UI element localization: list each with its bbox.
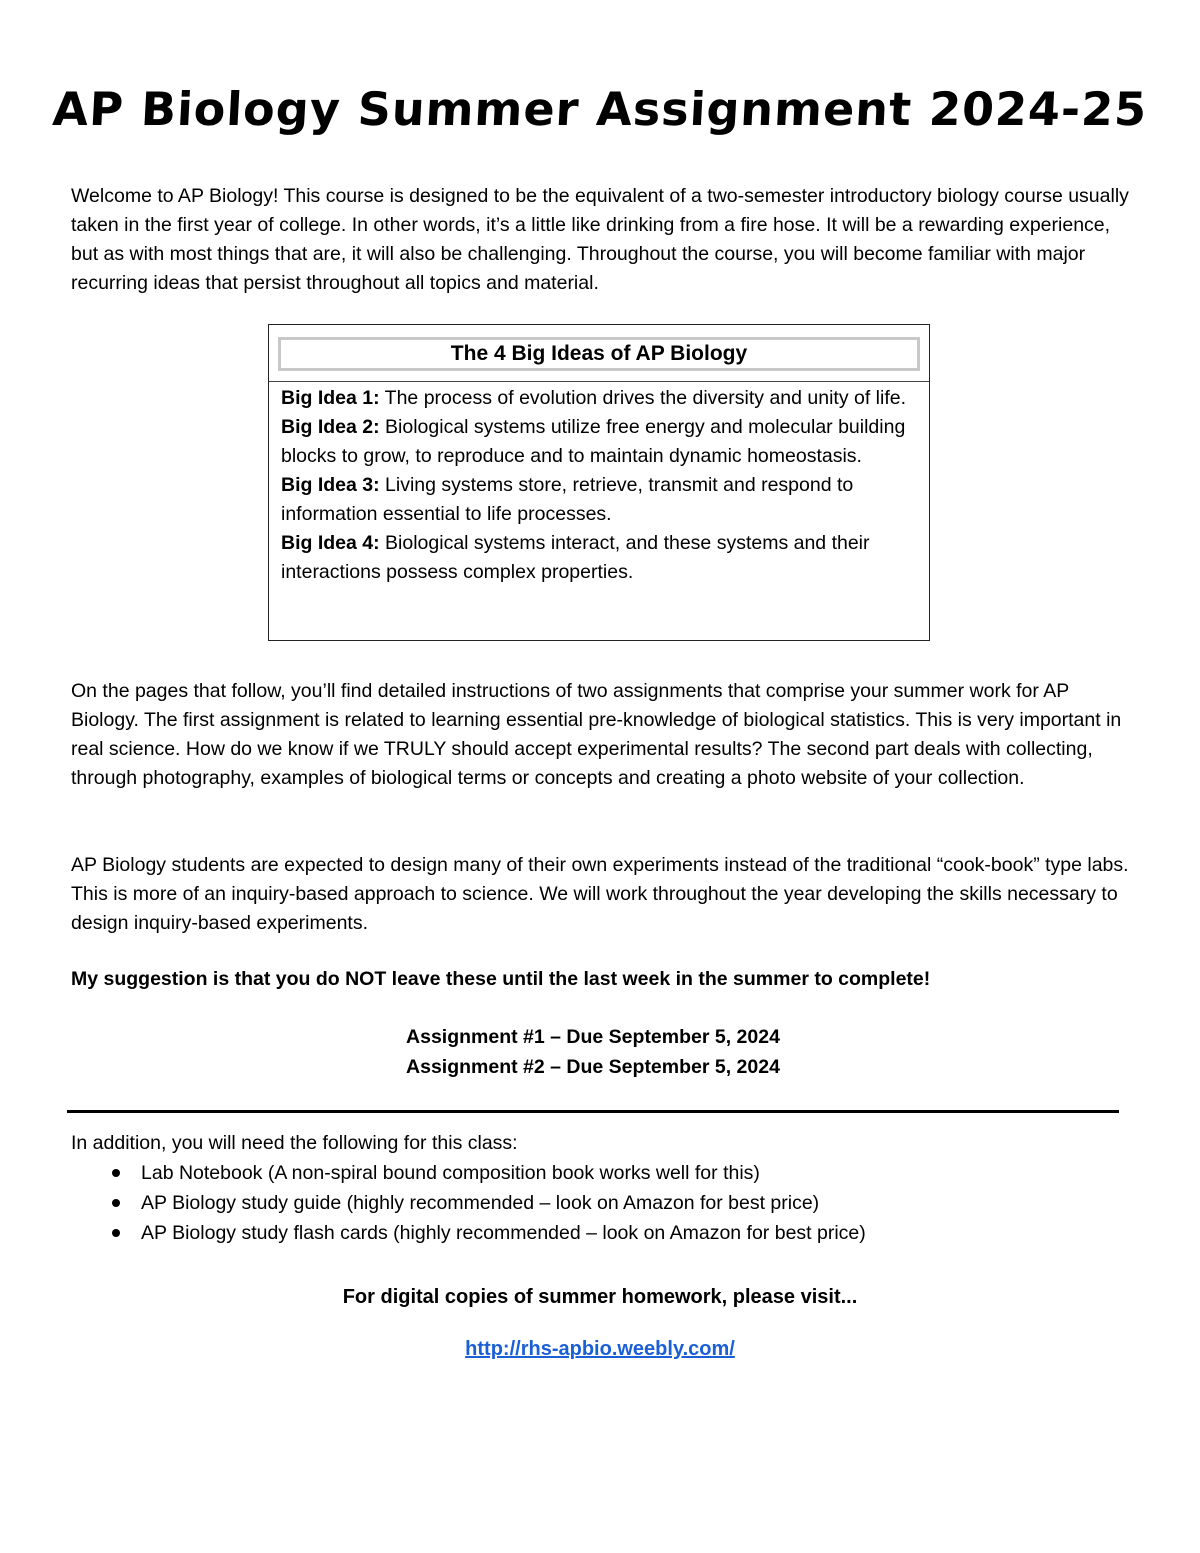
bullet-icon <box>112 1169 120 1177</box>
inquiry-paragraph: AP Biology students are expected to design many of their own experiments instead of the traditional “cook-book” type labs. This is more of an inquiry-based approach to science. We will work throughout the year developing the skills necessary to design inquiry-based experiments. <box>71 854 1129 934</box>
supply-text: AP Biology study guide (highly recommended – look on Amazon for best price) <box>141 1192 820 1214</box>
supply-text: AP Biology study flash cards (highly recommended – look on Amazon for best price) <box>141 1222 866 1244</box>
horizontal-divider <box>67 1110 1119 1113</box>
big-idea-text: The process of evolution drives the diversity and unity of life. <box>379 387 907 409</box>
big-idea-label: Big Idea 4: <box>281 532 380 554</box>
big-ideas-table <box>268 324 930 641</box>
list-item <box>71 1188 866 1218</box>
big-idea-label: Big Idea 3: <box>281 474 380 496</box>
page-title: AP Biology Summer Assignment 2024-25 <box>51 82 1149 136</box>
big-ideas-header <box>269 325 929 382</box>
big-idea-text: Living systems store, retrieve, transmit and respond to information essential to life processes. <box>281 474 854 525</box>
big-idea-label: Big Idea 2: <box>281 416 380 438</box>
supply-text: Lab Notebook (A non-spiral bound composition book works well for this) <box>141 1162 760 1184</box>
big-ideas-heading: The 4 Big Ideas of AP Biology <box>278 337 920 371</box>
big-idea-label: Big Idea 1: <box>281 387 380 409</box>
assignments-overview-paragraph: On the pages that follow, you’ll find detailed instructions of two assignments that comprise your summer work for AP Biology. The first assignment is related to learning essential pre-knowledge of biological statistics. This is very important in real science. How do we know if we TRULY should accept experimental results? The second part deals with collecting, through photography, examples of biological terms or concepts and creating a photo website of your collection. <box>71 680 1122 789</box>
supplies-intro: In addition, you will need the following for this class: <box>71 1132 518 1154</box>
list-item <box>71 1158 866 1188</box>
visit-prompt: For digital copies of summer homework, please visit... <box>342 1286 858 1308</box>
bullet-icon <box>112 1199 120 1207</box>
supplies-list <box>71 1158 866 1248</box>
big-idea-item <box>281 413 923 471</box>
list-item <box>71 1218 866 1248</box>
big-ideas-list <box>281 384 923 587</box>
big-idea-text: Biological systems utilize free energy and molecular building blocks to grow, to reproduce and to maintain dynamic homeostasis. <box>281 416 906 467</box>
big-idea-item <box>281 384 923 413</box>
suggestion-paragraph: My suggestion is that you do NOT leave these until the last week in the summer to complete! <box>71 968 931 990</box>
big-idea-item <box>281 471 923 529</box>
assignment-1-due: Assignment #1 – Due September 5, 2024 <box>406 1026 780 1048</box>
bullet-icon <box>112 1229 120 1237</box>
big-idea-text: Biological systems interact, and these systems and their interactions possess complex properties. <box>281 532 870 583</box>
intro-paragraph: Welcome to AP Biology! This course is designed to be the equivalent of a two-semester introductory biology course usually taken in the first year of college. In other words, it’s a little like drinking from a fire hose. It will be a rewarding experience, but as with most things that are, it will also be challenging. Throughout the course, you will become familiar with major recurring ideas that persist throughout all topics and material. <box>71 185 1129 294</box>
big-idea-item <box>281 529 923 587</box>
assignment-2-due: Assignment #2 – Due September 5, 2024 <box>406 1056 780 1078</box>
homework-website-link[interactable]: http://rhs-apbio.weebly.com/ <box>465 1338 735 1360</box>
